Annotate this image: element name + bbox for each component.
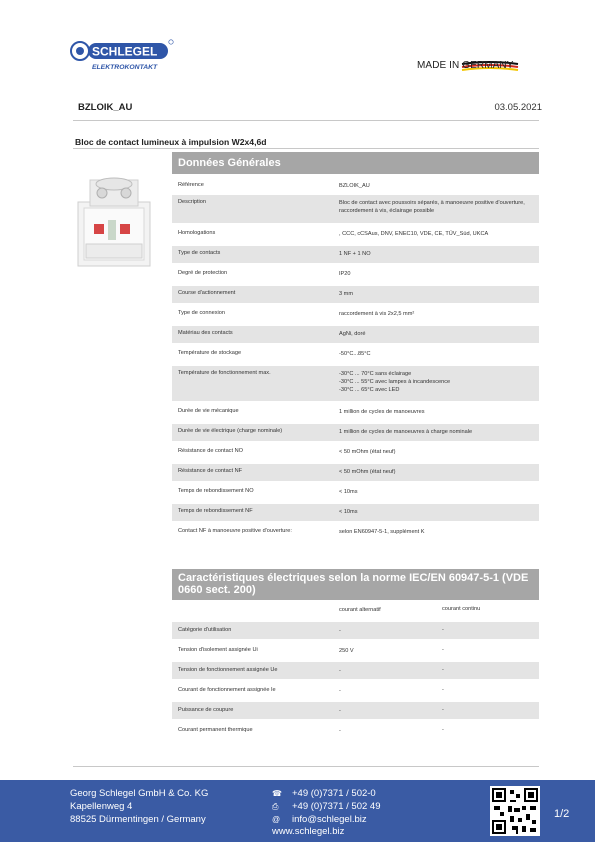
electrical-table-header — [172, 606, 539, 618]
general-row-value: < 10ms — [339, 509, 358, 515]
schlegel-logo — [70, 38, 178, 72]
footer-street: Kapellenweg 4 — [70, 801, 133, 812]
general-row-value: -30°C ... 70°C sans éclairage -30°C ... 55°C avec lampes à incandescence -30°C ... 65°C avec LED — [339, 371, 451, 394]
general-row — [172, 424, 539, 441]
general-row — [172, 524, 539, 541]
document-date: 03.05.2021 — [494, 102, 542, 113]
electrical-row-label: Puissance de coupure — [178, 707, 234, 713]
general-row-value: 3 mm — [339, 291, 353, 297]
electrical-row — [172, 622, 539, 639]
brand-sub: ELEKTROKONTAKT — [92, 64, 158, 71]
electrical-row-dc: - — [442, 667, 444, 673]
general-row-label: Température de fonctionnement max. — [178, 370, 271, 376]
general-section-heading: Données Générales — [172, 152, 539, 174]
footer-phone[interactable]: +49 (0)7371 / 502-0 — [292, 788, 376, 799]
general-row-label: Durée de vie mécanique — [178, 408, 239, 414]
general-row-label: Homologations — [178, 230, 216, 236]
electrical-section-heading: Caractéristiques électriques selon la norme IEC/EN 60947-5-1 (VDE 0660 sect. 200) — [172, 569, 539, 600]
general-row-value: -50°C...85°C — [339, 351, 371, 357]
general-row-label: Contact NF à manoeuvre positive d'ouverture: — [178, 528, 292, 534]
general-row-value: 1 million de cycles de manoeuvres à charge nominale — [339, 429, 473, 435]
general-row — [172, 346, 539, 363]
general-row-label: Course d'actionnement — [178, 290, 236, 296]
general-row-value: 1 million de cycles de manoeuvres — [339, 409, 425, 415]
general-row-value: < 50 mOhm (état neuf) — [339, 469, 396, 475]
electrical-row-dc: - — [442, 627, 444, 633]
divider — [73, 766, 539, 767]
general-row — [172, 226, 539, 243]
fax-icon: ⎙ — [272, 802, 279, 811]
page-number: 1/2 — [554, 808, 570, 820]
made-in-label: MADE IN GERMANY — [417, 60, 514, 71]
footer-company: Georg Schlegel GmbH & Co. KG — [70, 788, 209, 799]
general-row-label: Description — [178, 199, 206, 205]
electrical-row — [172, 642, 539, 659]
general-row — [172, 286, 539, 303]
general-row-label: Temps de rebondissement NF — [178, 508, 253, 514]
general-row-value: AgNi, doré — [339, 331, 366, 337]
general-row — [172, 178, 539, 192]
product-title: Bloc de contact lumineux à impulsion W2x4,6d — [75, 137, 267, 147]
general-row — [172, 504, 539, 521]
general-row — [172, 246, 539, 263]
electrical-row-label: Tension d'isolement assignée Ui — [178, 647, 258, 653]
brand-name: SCHLEGEL — [92, 44, 158, 59]
electrical-row-label: Catégorie d'utilisation — [178, 627, 232, 633]
general-row — [172, 266, 539, 283]
general-row — [172, 484, 539, 501]
general-row-label: Type de connexion — [178, 310, 225, 316]
general-row — [172, 444, 539, 461]
general-row-label: Type de contacts — [178, 250, 221, 256]
electrical-row-ac: - — [339, 728, 341, 734]
electrical-row-ac: - — [339, 628, 341, 634]
general-row-label: Résistance de contact NF — [178, 468, 243, 474]
general-row-value: BZLOIK_AU — [339, 183, 370, 189]
general-row-label: Durée de vie électrique (charge nominale) — [178, 428, 283, 434]
general-row-value: selon EN60947-5-1, supplément K — [339, 529, 425, 535]
electrical-row-ac: 250 V — [339, 648, 354, 654]
phone-icon: ☎ — [272, 789, 282, 798]
electrical-row-dc: - — [442, 707, 444, 713]
footer-city: 88525 Dürmentingen / Germany — [70, 814, 206, 825]
general-row-value: IP20 — [339, 271, 351, 277]
general-row — [172, 366, 539, 401]
electrical-row — [172, 662, 539, 679]
general-row — [172, 306, 539, 323]
general-row-value: Bloc de contact avec poussoirs séparés, à manoeuvre positive d'ouverture, raccordement à vis, éclairage possible — [339, 200, 525, 215]
general-row-label: Temps de rebondissement NO — [178, 488, 254, 494]
footer-website[interactable]: www.schlegel.biz — [272, 826, 345, 837]
divider — [73, 120, 539, 121]
electrical-row-ac: - — [339, 688, 341, 694]
general-row — [172, 404, 539, 421]
general-row — [172, 195, 539, 223]
electrical-row — [172, 682, 539, 699]
electrical-row — [172, 702, 539, 719]
general-row-value: < 50 mOhm (état neuf) — [339, 449, 396, 455]
general-row-value: raccordement à vis 2x2,5 mm² — [339, 311, 415, 317]
electrical-row-dc: - — [442, 727, 444, 733]
general-row-value: < 10ms — [339, 489, 358, 495]
electrical-row-dc: - — [442, 647, 444, 653]
footer — [0, 780, 595, 842]
electrical-row-label: Courant de fonctionnement assignée Ie — [178, 687, 276, 693]
electrical-row — [172, 722, 539, 739]
general-row-label: Température de stockage — [178, 350, 242, 356]
qr-code — [490, 786, 540, 836]
product-image — [74, 172, 154, 268]
document-id: BZLOIK_AU — [78, 102, 133, 113]
general-row — [172, 326, 539, 343]
column-ac-header: courant alternatif — [339, 607, 381, 613]
divider — [73, 148, 539, 149]
footer-fax: +49 (0)7371 / 502 49 — [292, 801, 381, 812]
electrical-row-dc: - — [442, 687, 444, 693]
email-icon: @ — [272, 815, 281, 824]
electrical-row-label: Courant permanent thermique — [178, 727, 253, 733]
footer-email[interactable]: info@schlegel.biz — [292, 814, 367, 825]
electrical-row-label: Tension de fonctionnement assignée Ue — [178, 667, 278, 673]
general-row-label: Degré de protection — [178, 270, 228, 276]
column-dc-header: courant continu — [442, 606, 481, 612]
general-row-label: Résistance de contact NO — [178, 448, 243, 454]
electrical-row-ac: - — [339, 668, 341, 674]
general-row-value: 1 NF + 1 NO — [339, 251, 371, 257]
general-row-label: Référence — [178, 182, 204, 188]
general-row-label: Matériau des contacts — [178, 330, 233, 336]
general-row-value: , CCC, cCSAus, DNV, ENEC10, VDE, CE, TÜV_Süd, UKCA — [339, 231, 489, 237]
general-row — [172, 464, 539, 481]
electrical-row-ac: - — [339, 708, 341, 714]
